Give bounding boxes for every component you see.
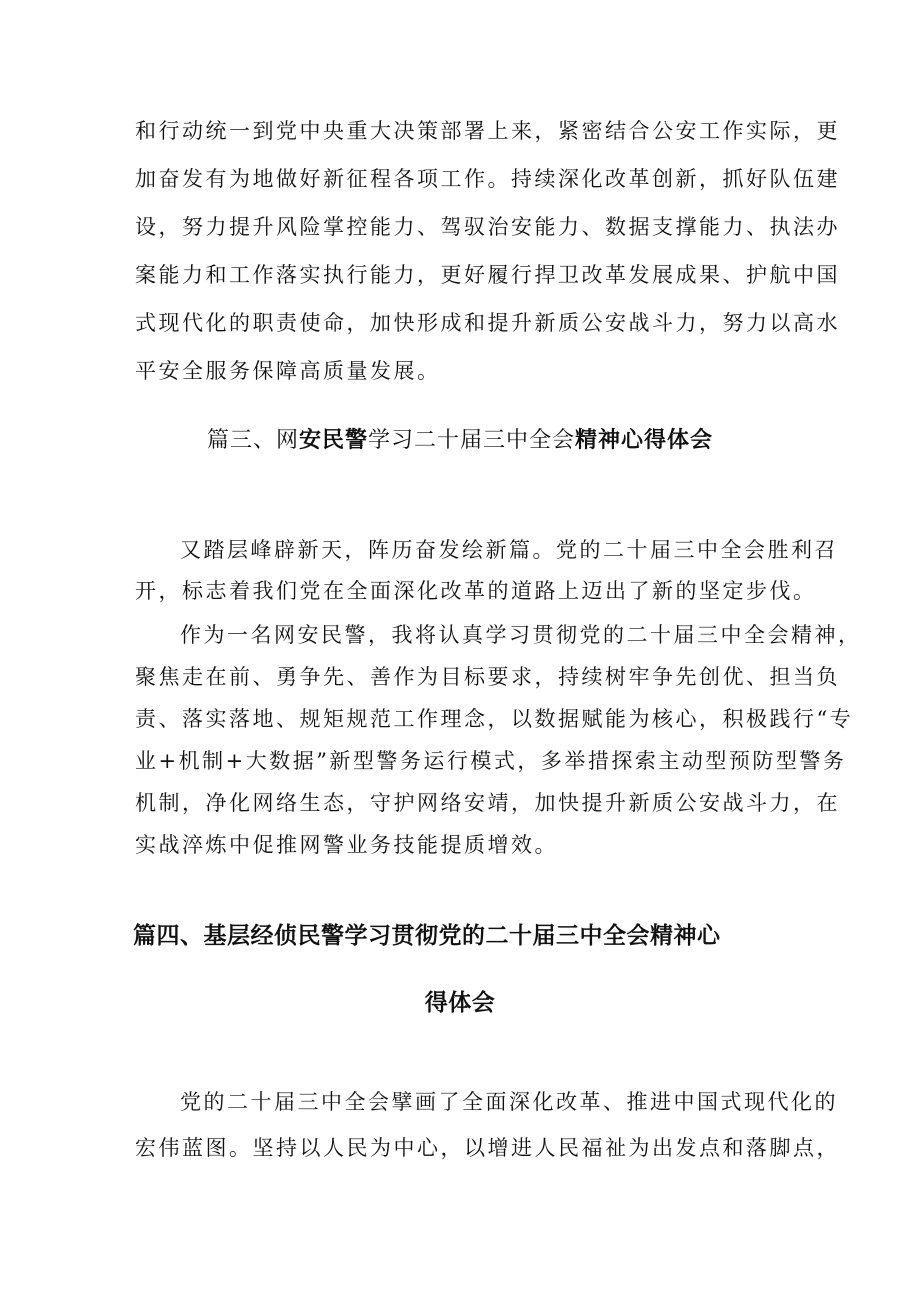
body-line: 开，标志着我们党在全面深化改革的道路上迈出了新的坚定步伐。 [135,579,817,603]
body-line: 式现代化的职责使命，加快形成和提升新质公安战斗力，努力以高水 [135,311,840,335]
body-line: 和行动统一到党中央重大决策部署上来，紧密结合公安工作实际，更 [135,119,840,143]
body-line: 平安全服务保障高质量发展。 [135,359,441,383]
section3-title-prefix: 篇三、网 [206,428,299,453]
section4-title-line1: 篇四、基层经侦民警学习贯彻党的二十届三中全会精神心 [133,923,721,949]
section4-title-line2: 得体会 [424,990,496,1016]
body-line: 党的二十届三中全会擘画了全面深化改革、推进中国式现代化的 [180,1090,838,1114]
section3-title [0,424,920,458]
body-line: 聚焦走在前、勇争先、善作为目标要求，持续树牢争先创优、担当负 [135,665,840,689]
body-line: 又踏层峰辟新天，阵历奋发绘新篇。党的二十届三中全会胜利召 [180,538,838,562]
body-line: 设，努力提升风险掌控能力、驾驭治安能力、数据支撑能力、执法办 [135,215,840,239]
body-line: 机制，净化网络生态，守护网络安靖，加快提升新质公安战斗力，在 [135,791,840,815]
body-line: 责、落实落地、规矩规范工作理念，以数据赋能为核心，积极践行“专 [135,707,854,731]
body-line: 业+机制+大数据”新型警务运行模式，多举措探索主动型预防型警务 [135,749,847,773]
body-line: 加奋发有为地做好新征程各项工作。持续深化改革创新，抓好队伍建 [135,167,840,191]
body-line: 案能力和工作落实执行能力，更好履行捍卫改革发展成果、护航中国 [135,263,840,287]
body-line: 宏伟蓝图。坚持以人民为中心，以增进人民福祉为出发点和落脚点， [135,1136,840,1160]
section3-title-middle: 学习二十届三中全会 [368,428,576,453]
body-line: 实战淬炼中促推网警业务技能提质增效。 [135,833,558,857]
section3-title-bold1: 安民警 [298,428,368,453]
section3-title-bold2: 精神心得体会 [575,428,714,453]
body-line: 作为一名网安民警，我将认真学习贯彻党的二十届三中全会精神， [180,623,862,647]
